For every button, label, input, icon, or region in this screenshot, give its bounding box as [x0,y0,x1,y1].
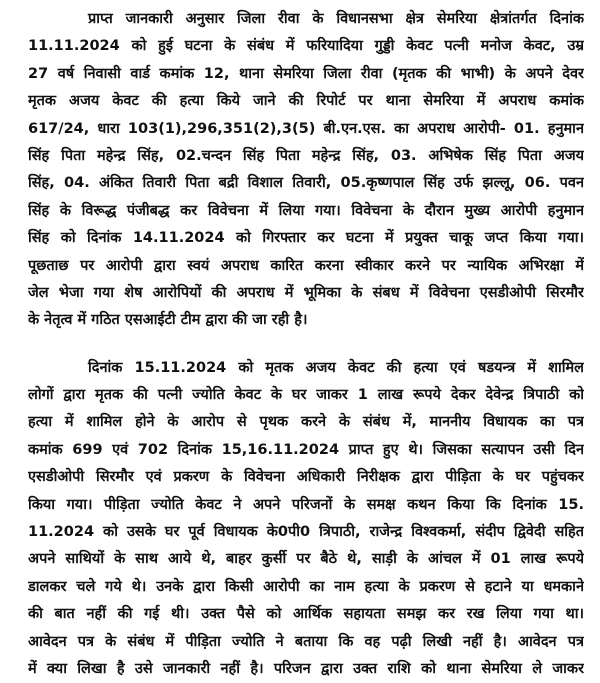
text-line: सिंह को दिनांक 14.11.2024 को गिरफ्तार कर घटना में प्रयुक्त चाकू जप्त किया गया। [28,230,584,247]
text-line: जेल भेजा गया शेष आरोपियों की अपराध में भूमिका के संबध में विवेचना एसडीओपी सिरमौर [28,284,584,301]
text-line: कमांक 699 एवं 702 दिनांक 15,16.11.2024 प्राप्त हुए थे। जिसका सत्यापन उसी दिन [28,441,584,458]
paragraph-fir-registration [28,6,584,335]
text-line: सिंह के विरूद्ध पंजीबद्ध कर विवेचना में लिया गया। विवेचना के दौरान मुख्य आरोपी हनुमान [28,202,584,219]
text-line: 617/24, धारा 103(1),296,351(2),3(5) बी.एन.एस. का अपराध आरोपी- 01. हनुमान [28,120,584,137]
text-line: 27 वर्ष निवासी वार्ड कमांक 12, थाना सेमरिया जिला रीवा (मृतक की भाभी) के अपने देवर [28,65,584,82]
text-line: 11.2024 को उसके घर पूर्व विधायक के0पी0 त्रिपाठी, राजेन्द्र विश्वकर्मा, संदीप द्विवेदी सहित [28,524,584,541]
text-line: किया गया। पीड़िता ज्योति केवट ने अपने परिजनों के समक्ष कथन किया कि दिनांक 15. [28,496,584,513]
text-line: सिंह पिता महेन्द्र सिंह, 02.चन्दन सिंह पिता महेन्द्र सिंह, 03. अभिषेक सिंह पिता अजय [28,147,584,164]
text-line: प्राप्त जानकारी अनुसार जिला रीवा के विधानसभा क्षेत्र सेमरिया क्षेत्रांतर्गत दिनांक [88,11,584,27]
text-line: में क्या लिखा है उसे जानकारी नहीं है। परिजन द्वारा उक्त राशि को थाना सेमरिया ले जाकर [28,660,584,677]
text-line: अपने साथियों के साथ आये थे, बाहर कुर्सी पर बैठे थे, साड़ी के आंचल में 01 लाख रूपये [28,551,584,568]
text-line: दिनांक 15.11.2024 को मृतक अजय केवट की हत्या एवं षडयन्त्र में शामिल [88,359,584,376]
text-line: की बात नहीं की गई थी। उक्त पैसे को आर्थिक सहायता समझ कर रख लिया गया था। [28,606,584,623]
text-line: लोगों द्वारा मृतक की पत्नी ज्योति केवट के घर जाकर 1 लाख रूपये देकर देवेन्द्र त्रिपाठी को [28,387,584,404]
document-body [28,6,584,683]
text-line: के नेतृत्व में गठित एसआईटी टीम द्वारा की जा रही है। [28,312,308,329]
text-line: 11.11.2024 को हुई घटना के संबंध में फरियादिया गुड्डी केवट पत्नी मनोज केवट, उम्र [28,38,584,55]
text-line: हत्या में शामिल होने के आरोप से पृथक करने के संबंध में, माननीय विधायक का पत्र [28,414,584,431]
paragraph-verification [28,355,584,683]
text-line: डालकर चले गये थे। उनके द्वारा किसी आरोपी का नाम हत्या के प्रकरण से हटाने या धमकाने [28,578,584,595]
text-line: पूछताछ पर आरोपी द्वारा स्वयं अपराध कारित करना स्वीकार करने पर न्यायिक अभिरक्षा में [28,257,584,274]
text-line: एसडीओपी सिरमौर एवं प्रकरण के विवेचना अधिकारी निरीक्षक द्वारा पीड़िता के घर पहुंचकर [28,469,584,486]
text-line: मृतक अजय केवट की हत्या किये जाने की रिपोर्ट पर थाना सेमरिया में अपराध कमांक [28,93,584,110]
text-line: आवेदन पत्र के संबंध में पीड़िता ज्योति ने बताया कि वह पढ़ी लिखी नहीं है। आवेदन पत्र [28,633,584,650]
text-line: सिंह, 04. अंकित तिवारी पिता बद्री विशाल तिवारी, 05.कृष्णपाल सिंह उर्फ झल्लू, 06. पवन [28,175,584,192]
